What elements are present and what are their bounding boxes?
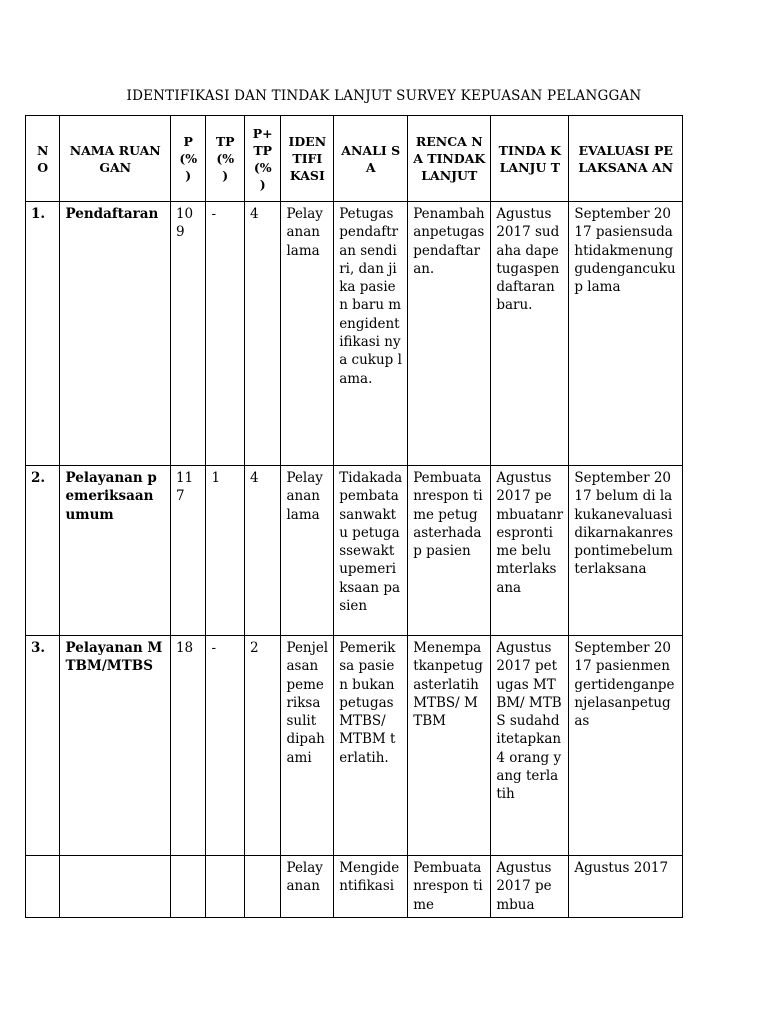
row-rencana: Pembuatanrespon time [408, 856, 491, 918]
row-analisa: Mengidentifikasi [334, 856, 408, 918]
header-identifikasi: IDEN TIFI KASI [281, 116, 334, 202]
row-identifikasi: Pelayanan lama [281, 466, 334, 636]
header-evaluasi: EVALUASI PELAKSANA AN [569, 116, 683, 202]
row-tp: - [206, 636, 245, 856]
header-no: N O [26, 116, 60, 202]
row-nama-ruangan: Pendaftaran [60, 202, 171, 466]
header-p-tp: P+ TP (% ) [244, 116, 281, 202]
row-rencana: Penambahanpetugaspendaftaran. [408, 202, 491, 466]
table-row [26, 466, 683, 636]
header-p: P (% ) [170, 116, 205, 202]
row-evaluasi: September 2017 pasienmengertidenganpenjelasanpetugas [569, 636, 683, 856]
row-p [170, 856, 205, 918]
survey-table [25, 115, 683, 918]
table-row [26, 202, 683, 466]
table-header-row [26, 116, 683, 202]
row-evaluasi: Agustus 2017 [569, 856, 683, 918]
row-evaluasi: September 2017 belum di lakukanevaluasidikarnakanrespontimebelumterlaksana [569, 466, 683, 636]
row-analisa: Pemeriksa pasien bukan petugas MTBS/ MTBM terlatih. [334, 636, 408, 856]
row-tindak-lanjut: Agustus 2017 petugas MTBM/ MTBS sudahditetapkan 4 orang yang terlatih [491, 636, 569, 856]
row-tindak-lanjut: Agustus 2017 pembua [491, 856, 569, 918]
row-p-tp: 4 [244, 202, 281, 466]
row-p-tp [244, 856, 281, 918]
row-no [26, 856, 60, 918]
row-tp [206, 856, 245, 918]
row-tindak-lanjut: Agustus 2017 sudaha dapetugaspendaftaran baru. [491, 202, 569, 466]
header-tindak-lanjut: TINDA K LANJU T [491, 116, 569, 202]
row-nama-ruangan: Pelayanan MTBM/MTBS [60, 636, 171, 856]
header-tp: TP (% ) [206, 116, 245, 202]
row-no: 2. [26, 466, 60, 636]
row-rencana: Pembuatanrespon time petugasterhadap pasien [408, 466, 491, 636]
row-nama-ruangan [60, 856, 171, 918]
row-analisa: Tidakadapembatasanwaktu petugassewaktupemeriksaan pasien [334, 466, 408, 636]
row-tindak-lanjut: Agustus 2017 pembuatanresprontime belumterlaksana [491, 466, 569, 636]
row-nama-ruangan: Pelayanan pemeriksaan umum [60, 466, 171, 636]
row-tp: - [206, 202, 245, 466]
row-identifikasi: Penjelasan pemeriksa sulit dipahami [281, 636, 334, 856]
row-p: 18 [170, 636, 205, 856]
row-identifikasi: Pelayanan lama [281, 202, 334, 466]
row-analisa: Petugas pendaftran sendiri, dan jika pasien baru mengidentifikasi nya cukup lama. [334, 202, 408, 466]
row-identifikasi: Pelayanan [281, 856, 334, 918]
row-no: 3. [26, 636, 60, 856]
row-p-tp: 4 [244, 466, 281, 636]
document-title: IDENTIFIKASI DAN TINDAK LANJUT SURVEY KEPUASAN PELANGGAN [126, 88, 642, 104]
table-row [26, 636, 683, 856]
row-p-tp: 2 [244, 636, 281, 856]
header-analisa: ANALI SA [334, 116, 408, 202]
row-tp: 1 [206, 466, 245, 636]
header-nama-ruangan: NAMA RUANGAN [60, 116, 171, 202]
row-p: 109 [170, 202, 205, 466]
row-p: 117 [170, 466, 205, 636]
row-no: 1. [26, 202, 60, 466]
header-rencana: RENCA NA TINDAK LANJUT [408, 116, 491, 202]
table-row [26, 856, 683, 918]
row-evaluasi: September 2017 pasiensudahtidakmenunggudengancukup lama [569, 202, 683, 466]
row-rencana: Menempatkanpetugasterlatih MTBS/ MTBM [408, 636, 491, 856]
